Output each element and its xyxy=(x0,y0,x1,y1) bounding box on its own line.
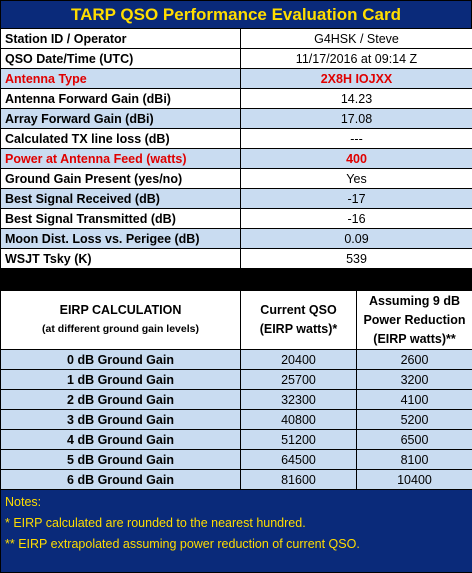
note-extrapolation: ** EIRP extrapolated assuming power reduction of current QSO. xyxy=(5,534,472,555)
eirp-row xyxy=(1,430,472,450)
info-row-antenna-gain xyxy=(1,89,472,109)
info-row-date xyxy=(1,49,472,69)
info-row-array-gain xyxy=(1,109,472,129)
info-label: Ground Gain Present (yes/no) xyxy=(1,169,241,189)
info-value: 400 xyxy=(241,149,472,169)
info-value: G4HSK / Steve xyxy=(241,29,472,49)
card-title: TARP QSO Performance Evaluation Card xyxy=(0,0,472,29)
info-label: Moon Dist. Loss vs. Perigee (dB) xyxy=(1,229,241,249)
eirp-header-calc xyxy=(1,291,241,350)
info-label: Antenna Type xyxy=(1,69,241,89)
eirp-row-label: 1 dB Ground Gain xyxy=(1,370,241,390)
eirp-row xyxy=(1,350,472,370)
info-value: -17 xyxy=(241,189,472,209)
eirp-reduced-value: 5200 xyxy=(357,410,472,430)
eirp-row-label: 2 dB Ground Gain xyxy=(1,390,241,410)
eirp-current-value: 81600 xyxy=(241,470,357,490)
info-label: Best Signal Transmitted (dB) xyxy=(1,209,241,229)
eirp-reduced-value: 2600 xyxy=(357,350,472,370)
eirp-reduced-value: 3200 xyxy=(357,370,472,390)
eirp-header-reduced xyxy=(357,291,472,350)
eirp-header-row xyxy=(1,291,472,350)
info-label: Station ID / Operator xyxy=(1,29,241,49)
info-value: 2X8H IOJXX xyxy=(241,69,472,89)
eirp-row xyxy=(1,450,472,470)
eirp-row xyxy=(1,410,472,430)
eirp-current-value: 64500 xyxy=(241,450,357,470)
info-value: -16 xyxy=(241,209,472,229)
eirp-reduced-value: 10400 xyxy=(357,470,472,490)
info-value: 17.08 xyxy=(241,109,472,129)
eirp-current-value: 51200 xyxy=(241,430,357,450)
eirp-row-label: 3 dB Ground Gain xyxy=(1,410,241,430)
info-value: --- xyxy=(241,129,472,149)
eirp-reduced-value: 4100 xyxy=(357,390,472,410)
info-value: 539 xyxy=(241,249,472,269)
notes-box xyxy=(0,489,472,573)
eirp-row xyxy=(1,370,472,390)
eirp-current-value: 32300 xyxy=(241,390,357,410)
eirp-reduced-value: 8100 xyxy=(357,450,472,470)
info-label: Power at Antenna Feed (watts) xyxy=(1,149,241,169)
info-label: Array Forward Gain (dBi) xyxy=(1,109,241,129)
eirp-header-reduced-line2: Power Reduction xyxy=(357,311,472,330)
info-value: Yes xyxy=(241,169,472,189)
eirp-header-current-line1: Current QSO xyxy=(241,301,356,320)
eirp-header-reduced-line3: (EIRP watts)** xyxy=(357,330,472,349)
eirp-reduced-value: 6500 xyxy=(357,430,472,450)
info-label: Antenna Forward Gain (dBi) xyxy=(1,89,241,109)
note-rounding: * EIRP calculated are rounded to the nearest hundred. xyxy=(5,513,472,534)
eirp-current-value: 40800 xyxy=(241,410,357,430)
eirp-header-current-line2: (EIRP watts)* xyxy=(241,320,356,339)
info-label: QSO Date/Time (UTC) xyxy=(1,49,241,69)
info-value: 14.23 xyxy=(241,89,472,109)
info-row-tsky xyxy=(1,249,472,269)
info-row-station xyxy=(1,29,472,49)
info-label: WSJT Tsky (K) xyxy=(1,249,241,269)
eirp-row xyxy=(1,390,472,410)
info-value: 11/17/2016 at 09:14 Z xyxy=(241,49,472,69)
info-label: Calculated TX line loss (dB) xyxy=(1,129,241,149)
info-value: 0.09 xyxy=(241,229,472,249)
eirp-table xyxy=(0,290,472,490)
eirp-row-label: 0 dB Ground Gain xyxy=(1,350,241,370)
eirp-row xyxy=(1,470,472,490)
eirp-header-calc-subtitle: (at different ground gain levels) xyxy=(1,320,240,339)
station-info-table xyxy=(0,28,472,269)
eirp-row-label: 6 dB Ground Gain xyxy=(1,470,241,490)
info-row-signal-transmitted xyxy=(1,209,472,229)
notes-heading: Notes: xyxy=(5,492,472,513)
info-row-antenna-type xyxy=(1,69,472,89)
eirp-header-current xyxy=(241,291,357,350)
eirp-row-label: 5 dB Ground Gain xyxy=(1,450,241,470)
info-row-moon-loss xyxy=(1,229,472,249)
info-row-power xyxy=(1,149,472,169)
info-row-ground-gain xyxy=(1,169,472,189)
eirp-header-calc-title: EIRP CALCULATION xyxy=(1,301,240,320)
info-row-signal-received xyxy=(1,189,472,209)
eirp-current-value: 25700 xyxy=(241,370,357,390)
eirp-header-reduced-line1: Assuming 9 dB xyxy=(357,292,472,311)
eirp-current-value: 20400 xyxy=(241,350,357,370)
section-divider xyxy=(0,268,472,290)
info-label: Best Signal Received (dB) xyxy=(1,189,241,209)
eirp-row-label: 4 dB Ground Gain xyxy=(1,430,241,450)
info-row-line-loss xyxy=(1,129,472,149)
